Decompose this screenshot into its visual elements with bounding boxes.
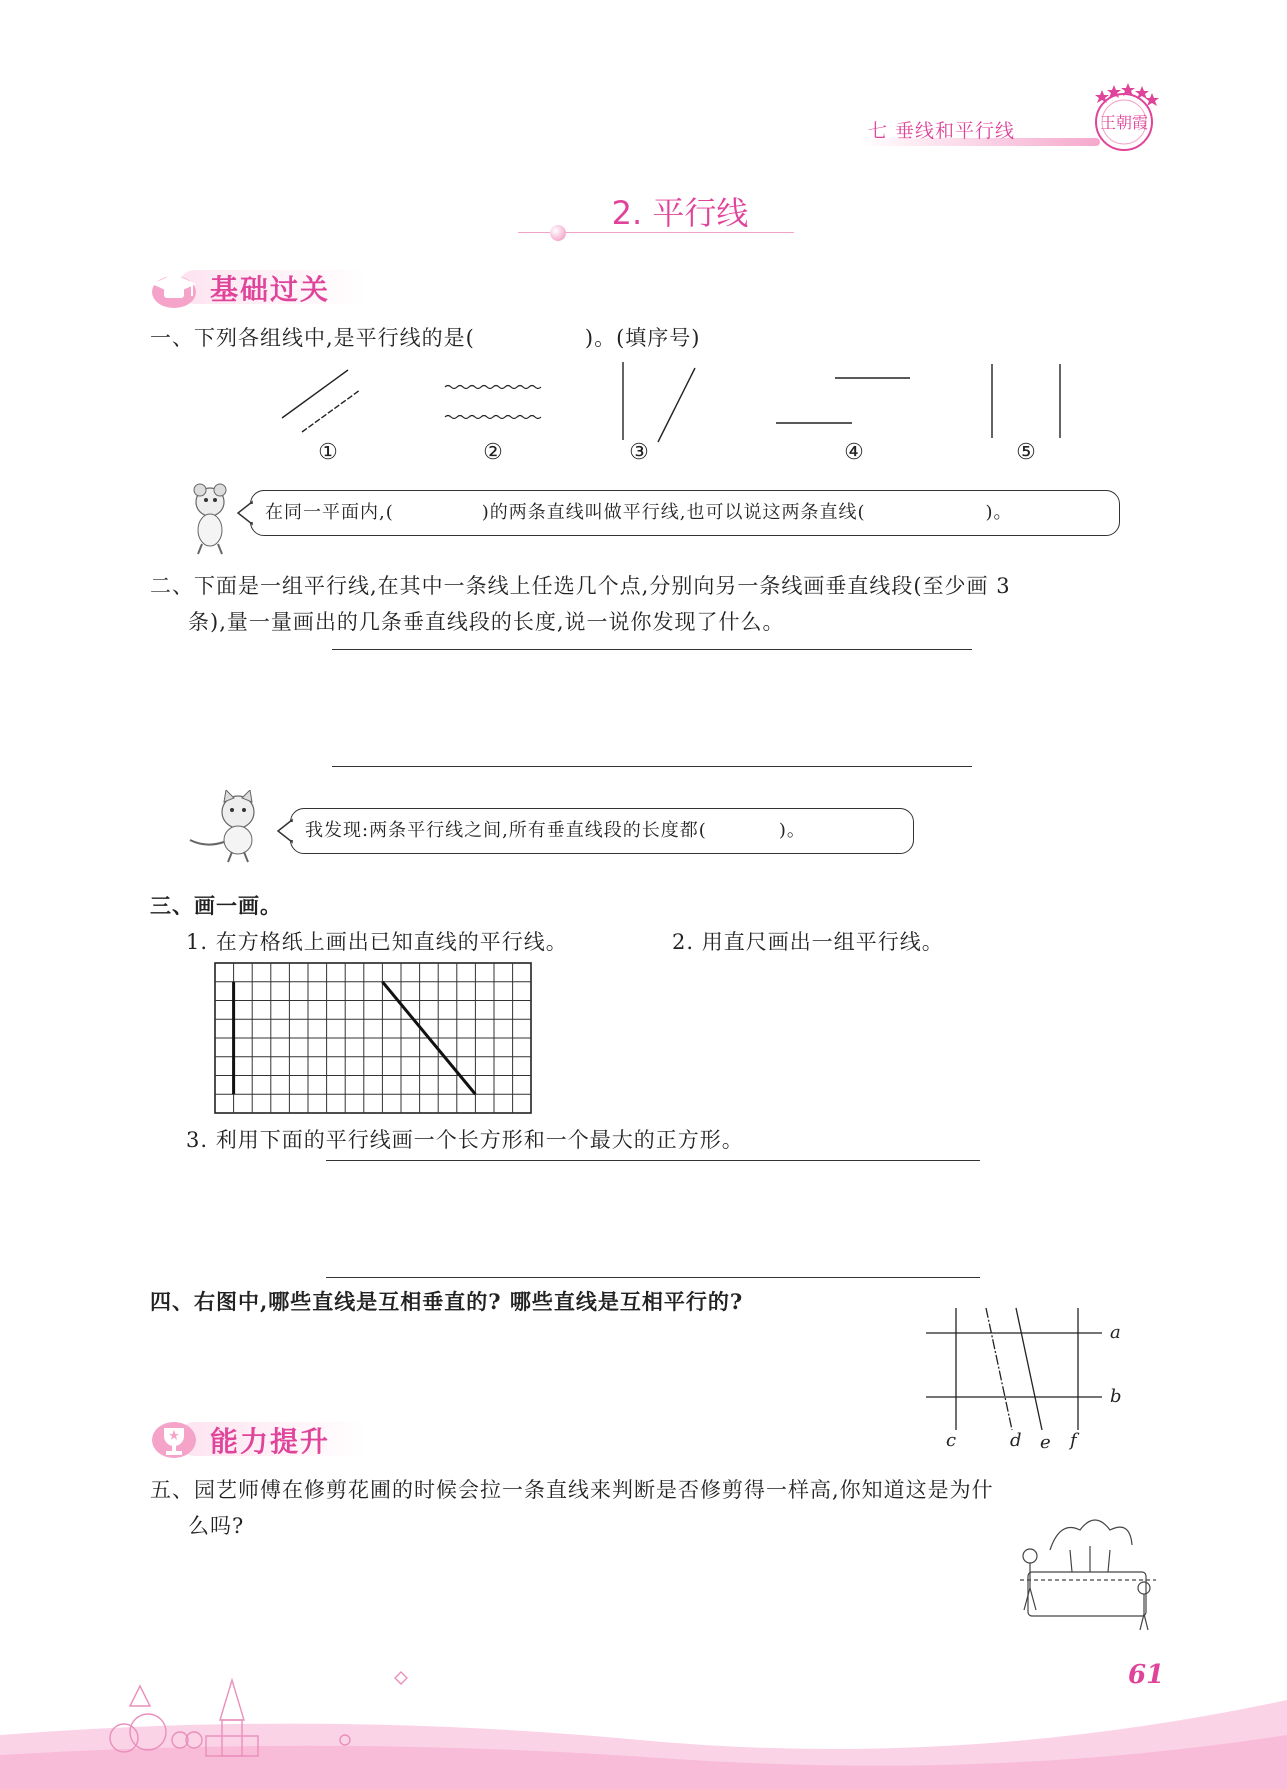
parallel-line-top[interactable] [332, 649, 972, 650]
figure-1-lines [282, 370, 360, 432]
figure-2-lines [445, 386, 541, 419]
figure-3-lines [623, 362, 695, 442]
q2-hint-part2: )。 [778, 820, 806, 841]
trophy-icon [148, 1418, 204, 1462]
footer-decoration [0, 1640, 1287, 1789]
bubble-tail [276, 818, 296, 844]
svg-text:王朝霞: 王朝霞 [1099, 113, 1149, 132]
q3-title: 三、画一画。 [150, 893, 282, 918]
parallel-line-bottom[interactable] [332, 766, 972, 767]
q3-parallel-top[interactable] [326, 1160, 980, 1161]
q5-prompt [150, 1472, 1160, 1544]
q1-hint-part3: )。 [985, 502, 1013, 523]
q1-suffix: )。(填序号) [584, 326, 701, 350]
figure-4-lines [776, 378, 910, 423]
bubble-tail [236, 500, 256, 526]
mascot-cat-icon [186, 790, 274, 864]
q1-hint-part2: )的两条直线叫做平行线,也可以说这两条直线( [481, 502, 866, 523]
title-dot [550, 225, 566, 241]
q3-item1: 1. 在方格纸上画出已知直线的平行线。 [186, 930, 568, 954]
q2-hint-part1: 我发现:两条平行线之间,所有垂直线段的长度都( [305, 820, 707, 841]
label-e: e [1040, 1432, 1051, 1453]
q4-line-diagram [920, 1300, 1130, 1450]
q3-item2: 2. 用直尺画出一组平行线。 [672, 930, 944, 954]
option-5-label: ⑤ [1016, 440, 1036, 465]
section-advanced [148, 1418, 378, 1458]
line-e [1016, 1308, 1042, 1430]
q1-prompt [150, 320, 700, 356]
q1-prefix: 一、下列各组线中,是平行线的是( [150, 326, 475, 350]
grid-paper[interactable] [214, 962, 532, 1114]
line-d [986, 1308, 1012, 1430]
q1-hint-bubble [250, 490, 1120, 536]
q1-line-figures [270, 360, 1080, 450]
q4-prompt: 四、右图中,哪些直线是互相垂直的? 哪些直线是互相平行的? [150, 1289, 744, 1314]
q5-line2: 么吗? [188, 1514, 245, 1538]
brand-badge-icon [1088, 82, 1160, 154]
q3-item3: 3. 利用下面的平行线画一个长方形和一个最大的正方形。 [186, 1128, 744, 1152]
option-2-label: ② [483, 440, 503, 465]
gardener-hedge-illustration [1010, 1510, 1160, 1636]
section-advanced-label: 能力提升 [210, 1425, 331, 1458]
q5-line1: 五、园艺师傅在修剪花圃的时候会拉一条直线来判断是否修剪得一样高,你知道这是为什 [150, 1478, 994, 1502]
q2-prompt [150, 568, 1160, 640]
label-f: f [1070, 1430, 1077, 1451]
label-d: d [1010, 1430, 1022, 1451]
chapter-tag: 七 垂线和平行线 [868, 120, 1016, 142]
q1-hint-part1: 在同一平面内,( [265, 502, 394, 523]
q2-hint-bubble [290, 808, 914, 854]
lesson-title: 2. 平行线 [611, 194, 749, 232]
label-a: a [1110, 1322, 1121, 1343]
option-1-label: ① [318, 440, 338, 465]
label-b: b [1110, 1386, 1122, 1407]
graduation-cap-icon [148, 266, 204, 310]
option-3-label: ③ [629, 440, 649, 465]
page-number: 61 [1128, 1660, 1165, 1690]
q2-line2: 条),量一量画出的几条垂直线段的长度,说一说你发现了什么。 [188, 610, 785, 634]
figure-5-lines [992, 364, 1060, 438]
section-basic-label: 基础过关 [210, 273, 331, 306]
q3-parallel-bottom[interactable] [326, 1277, 980, 1278]
section-basic [148, 266, 378, 306]
q2-line1: 二、下面是一组平行线,在其中一条线上任选几个点,分别向另一条线画垂直线段(至少画 3 [150, 574, 1011, 598]
label-c: c [946, 1430, 957, 1451]
option-4-label: ④ [844, 440, 864, 465]
